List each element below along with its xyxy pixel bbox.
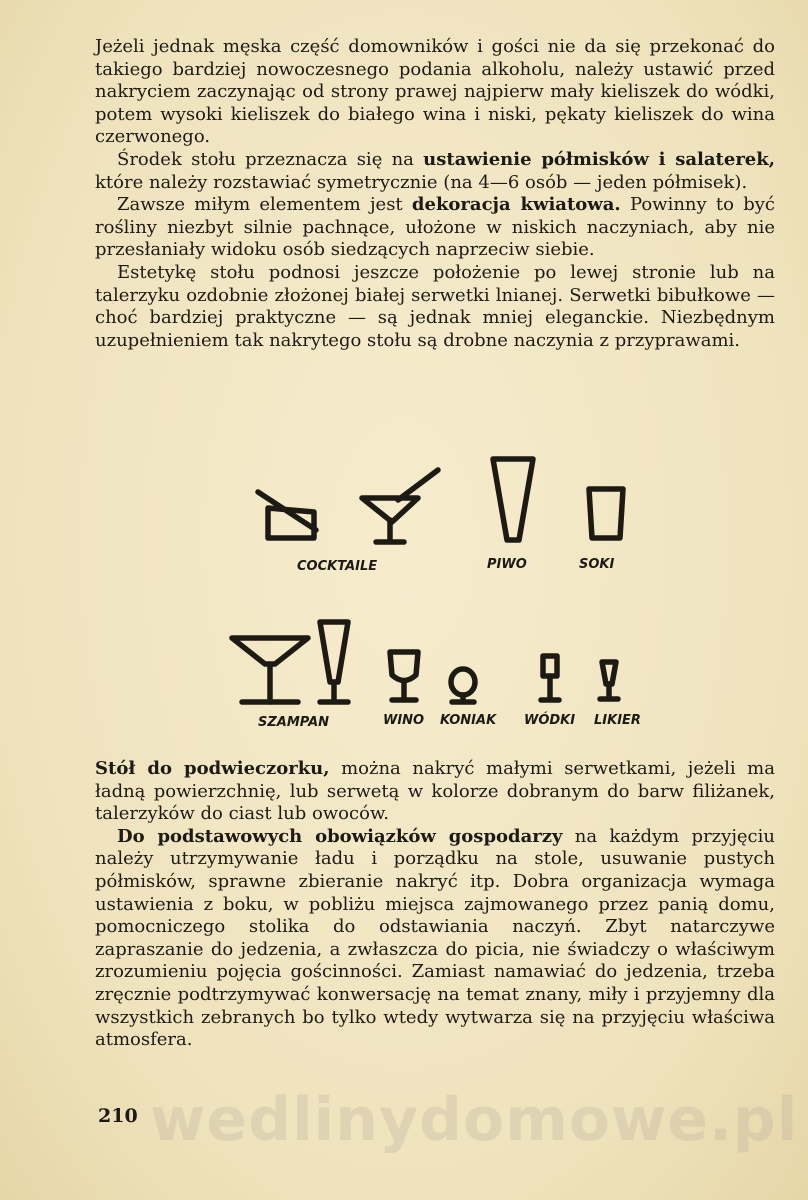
paragraph — [95, 758, 775, 826]
label-szampan: SZAMPAN — [258, 715, 330, 730]
champagne-glass-icon — [232, 638, 308, 702]
label-koniak: KONIAK — [440, 713, 497, 728]
beer-glass-icon — [493, 459, 533, 540]
watermark: wedlinydomowe.pl — [150, 1085, 799, 1155]
wine-glass-icon — [390, 652, 418, 700]
bold-phrase: ustawienie półmisków i salaterek, — [423, 148, 775, 170]
cognac-glass-icon — [451, 669, 475, 702]
label-cocktaile: COCKTAILE — [297, 559, 378, 574]
text-run: Powinny to być rośliny niezbyt silnie pachnące, ułożone w niskich naczyniach, aby nie przesłaniały widoku osób siedzących naprzeciw siebie. — [95, 194, 775, 261]
label-piwo: PIWO — [487, 557, 527, 572]
champagne-flute-icon — [320, 622, 348, 702]
cocktail-glass-icon — [258, 492, 316, 538]
cocktail-stemmed-glass-icon — [362, 470, 438, 542]
text-run: Zawsze miłym elementem jest — [117, 194, 412, 216]
bold-phrase: Stół do podwieczorku, — [95, 758, 330, 779]
text-run: można nakryć małymi serwetkami, jeżeli ma ładną powierzchnię, lub serwetą w kolorze dobranym do barw filiżanek, talerzyków do ciast lub owoców. — [95, 758, 775, 825]
label-soki: SOKI — [579, 557, 615, 572]
label-wodki: WÓDKI — [524, 713, 576, 728]
bold-phrase: Do podstawowych obowiązków gospodarzy — [117, 825, 563, 847]
text-block-bottom — [95, 758, 775, 1052]
vodka-glass-icon — [541, 656, 559, 700]
text-run: Jeżeli jednak męska część domowników i gości nie da się przekonać do takiego bardziej nowoczesnego podania alkoholu, należy ustawić przed nakryciem zaczynając od strony prawej najpierw mały kieliszek do wódki, potem wysoki kieliszek do białego wina i niski, pękaty kieliszek do wina czerwonego. — [95, 36, 775, 148]
liqueur-glass-icon — [600, 662, 618, 699]
text-run: na każdym przyjęciu należy utrzymywanie ładu i porządku na stole, usuwanie pustych półmisków, sprawne zbieranie nakryć itp. Dobra organizacja wymaga ustawienia z boku, w pobliżu miejsca zajmowanego przez panią domu, pomocniczego stolika do odstawiania naczyń. Zbyt natarczywe zapraszanie do jedzenia, a zwłaszcza do picia, nie świadczy o właściwym zrozumieniu pojęcia gościnności. Zamiast namawiać do jedzenia, trzeba zręcznie podtrzymywać konwersację na temat znany, miły i przyjemny dla wszystkich zebranych bo tylko wtedy wytwarza się na przyjęciu właściwa atmosfera. — [95, 825, 775, 1051]
label-wino: WINO — [383, 713, 425, 728]
page-number: 210 — [98, 1105, 138, 1127]
label-likier: LIKIER — [594, 713, 641, 728]
text-run: Estetykę stołu podnosi jeszcze położenie po lewej stronie lub na talerzyku ozdobnie złożonej białej serwetki lnianej. Serwetki bibułkowe — choć bardziej praktyczne — są jednak mniej eleganckie. Niezbędnym uzupełnieniem tak nakrytego stołu są drobne naczynia z przyprawami. — [95, 261, 775, 351]
bold-phrase: dekoracja kwiatowa. — [411, 194, 621, 216]
paragraph — [95, 826, 775, 1052]
juice-glass-icon — [589, 489, 623, 538]
text-run: które należy rozstawiać symetrycznie (na 4—6 osób — jeden półmisek). — [95, 171, 748, 193]
text-run: Środek stołu przeznacza się na — [117, 148, 424, 170]
